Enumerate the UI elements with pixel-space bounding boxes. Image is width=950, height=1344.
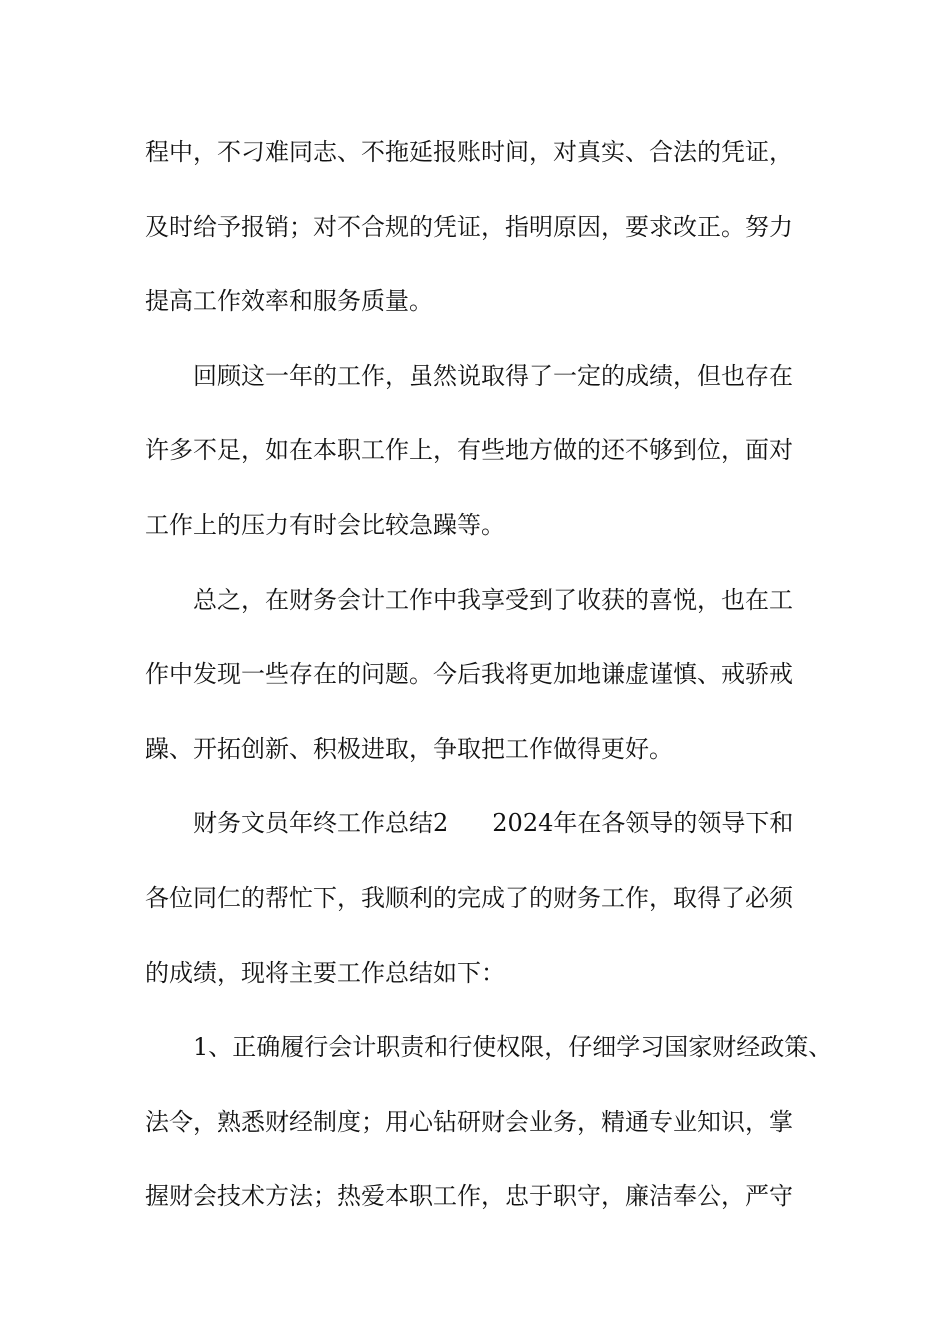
text-line: 提高工作效率和服务质量。 — [145, 287, 433, 316]
text-line: 各位同仁的帮忙下，我顺利的完成了的财务工作，取得了必须 — [145, 883, 793, 912]
text-line: 躁、开拓创新、积极进取，争取把工作做得更好。 — [145, 734, 673, 763]
text-line: 握财会技术方法；热爱本职工作，忠于职守，廉洁奉公，严守 — [145, 1182, 793, 1211]
text-line: 法令，熟悉财经制度；用心钻研财会业务，精通专业知识，掌 — [145, 1107, 793, 1136]
text-line: 总之，在财务会计工作中我享受到了收获的喜悦，也在工 — [193, 585, 793, 614]
text-line: 许多不足，如在本职工作上，有些地方做的还不够到位，面对 — [145, 436, 793, 465]
text-line: 的成绩，现将主要工作总结如下： — [145, 958, 505, 987]
text-line: 作中发现一些存在的问题。今后我将更加地谦虚谨慎、戒骄戒 — [145, 660, 793, 689]
text-line: 工作上的压力有时会比较急躁等。 — [145, 510, 505, 539]
text-line: 回顾这一年的工作，虽然说取得了一定的成绩，但也存在 — [193, 361, 793, 390]
document-body — [145, 128, 833, 1247]
text-line: 程中，不刁难同志、不拖延报账时间，对真实、合法的凭证， — [145, 138, 793, 166]
text-line: 及时给予报销；对不合规的凭证，指明原因，要求改正。努力 — [145, 212, 793, 241]
section-heading: 财务文员年终工作总结2 — [193, 809, 449, 838]
section-heading-line — [145, 799, 825, 874]
section-intro-text: 2024年在各领导的领导下和 — [492, 809, 794, 838]
text-line: 1、正确履行会计职责和行使权限，仔细学习国家财经政策、 — [193, 1033, 833, 1062]
